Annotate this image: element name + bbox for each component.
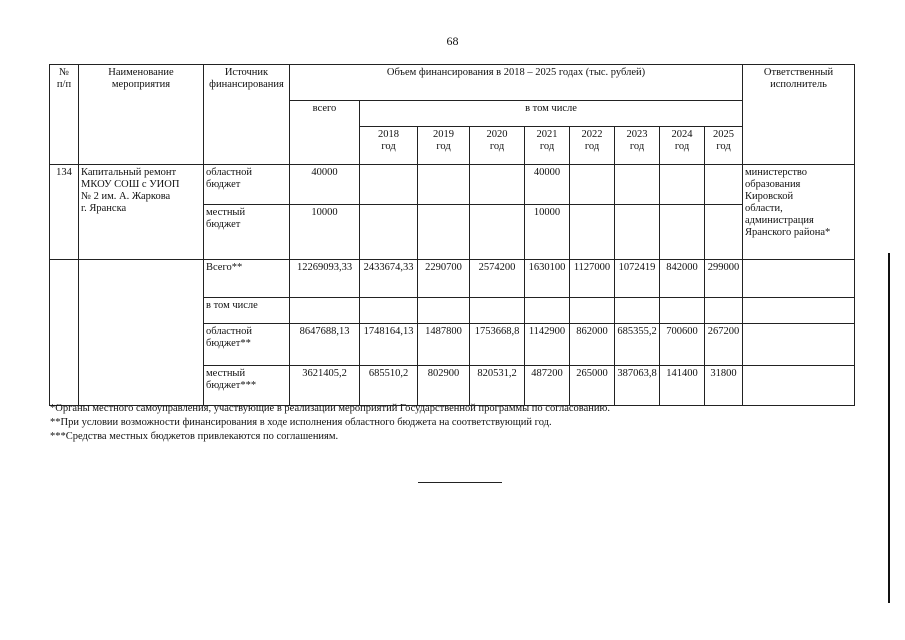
row-134-year-2 <box>418 165 470 205</box>
header-year-7: 2024 год <box>660 127 705 165</box>
scan-edge <box>888 253 890 603</box>
totals-year-3: 1753668,8 <box>470 324 525 366</box>
totals-year-3: 2574200 <box>470 260 525 298</box>
totals-year-7: 141400 <box>660 366 705 406</box>
header-year-8: 2025 год <box>705 127 743 165</box>
totals-responsible <box>743 298 855 324</box>
row-134-year-1 <box>360 165 418 205</box>
totals-source: местный бюджет*** <box>204 366 290 406</box>
row-134-responsible: министерство образования Кировской области, администрация Яранского района* <box>743 165 855 260</box>
totals-total: 8647688,13 <box>290 324 360 366</box>
row-134-year-4: 10000 <box>525 205 570 260</box>
totals-year-1: 685510,2 <box>360 366 418 406</box>
totals-total: 12269093,33 <box>290 260 360 298</box>
header-year-4: 2021 год <box>525 127 570 165</box>
totals-year-6: 387063,8 <box>615 366 660 406</box>
footnote-2: **При условии возможности финансирования в ходе исполнения областного бюджета на соответствующий год. <box>50 417 552 428</box>
row-134-year-6 <box>615 205 660 260</box>
totals-year-8: 267200 <box>705 324 743 366</box>
totals-num <box>50 260 79 406</box>
totals-year-3: 820531,2 <box>470 366 525 406</box>
totals-total: 3621405,2 <box>290 366 360 406</box>
financing-table <box>49 64 855 406</box>
row-134-year-3 <box>470 165 525 205</box>
totals-year-7: 700600 <box>660 324 705 366</box>
row-134-year-7 <box>660 165 705 205</box>
totals-year-2: 1487800 <box>418 324 470 366</box>
totals-total <box>290 298 360 324</box>
footnote-3: ***Средства местных бюджетов привлекаются по соглашениям. <box>50 431 339 442</box>
totals-year-4: 487200 <box>525 366 570 406</box>
row-134-name: Капитальный ремонт МКОУ СОШ с УИОП № 2 им. А. Жаркова г. Яранска <box>79 165 204 260</box>
row-134-year-4: 40000 <box>525 165 570 205</box>
footnote-1: *Органы местного самоуправления, участвующие в реализации мероприятий Государственной программы по согласованию. <box>50 403 610 414</box>
header-name: Наименование мероприятия <box>79 65 204 165</box>
header-source: Источник финансирования <box>204 65 290 165</box>
header-including: в том числе <box>360 101 743 127</box>
totals-year-4: 1630100 <box>525 260 570 298</box>
totals-responsible <box>743 324 855 366</box>
row-134-year-8 <box>705 165 743 205</box>
totals-responsible <box>743 366 855 406</box>
header-year-2: 2019 год <box>418 127 470 165</box>
row-134-total: 40000 <box>290 165 360 205</box>
row-134-year-5 <box>570 205 615 260</box>
header-year-5: 2022 год <box>570 127 615 165</box>
totals-responsible <box>743 260 855 298</box>
totals-year-5: 265000 <box>570 366 615 406</box>
page-number: 68 <box>446 34 459 48</box>
footnotes <box>50 402 610 444</box>
header-year-3: 2020 год <box>470 127 525 165</box>
totals-year-1 <box>360 298 418 324</box>
row-134-year-6 <box>615 165 660 205</box>
totals-name <box>79 260 204 406</box>
row-134-year-7 <box>660 205 705 260</box>
totals-year-6: 1072419 <box>615 260 660 298</box>
totals-year-1: 1748164,13 <box>360 324 418 366</box>
totals-year-2 <box>418 298 470 324</box>
totals-year-4 <box>525 298 570 324</box>
row-134-source: областной бюджет <box>204 165 290 205</box>
totals-year-8 <box>705 298 743 324</box>
totals-year-4: 1142900 <box>525 324 570 366</box>
totals-source: в том числе <box>204 298 290 324</box>
totals-year-8: 31800 <box>705 366 743 406</box>
row-134-num: 134 <box>50 165 79 260</box>
totals-year-7: 842000 <box>660 260 705 298</box>
header-year-1: 2018 год <box>360 127 418 165</box>
row-134-year-2 <box>418 205 470 260</box>
totals-year-6 <box>615 298 660 324</box>
row-134-year-3 <box>470 205 525 260</box>
totals-year-5 <box>570 298 615 324</box>
header-num: № п/п <box>50 65 79 165</box>
row-134-year-8 <box>705 205 743 260</box>
row-134-total: 10000 <box>290 205 360 260</box>
header-volume: Объем финансирования в 2018 – 2025 годах (тыс. рублей) <box>290 65 743 101</box>
totals-source: областной бюджет** <box>204 324 290 366</box>
totals-year-1: 2433674,33 <box>360 260 418 298</box>
totals-source: Всего** <box>204 260 290 298</box>
totals-year-2: 2290700 <box>418 260 470 298</box>
totals-year-6: 685355,2 <box>615 324 660 366</box>
totals-year-5: 1127000 <box>570 260 615 298</box>
header-total: всего <box>290 101 360 165</box>
totals-year-7 <box>660 298 705 324</box>
separator-line <box>418 482 502 483</box>
totals-year-2: 802900 <box>418 366 470 406</box>
totals-year-3 <box>470 298 525 324</box>
row-134-source: местный бюджет <box>204 205 290 260</box>
header-year-6: 2023 год <box>615 127 660 165</box>
totals-year-5: 862000 <box>570 324 615 366</box>
header-responsible: Ответственный исполнитель <box>743 65 855 165</box>
row-134-year-5 <box>570 165 615 205</box>
totals-year-8: 299000 <box>705 260 743 298</box>
row-134-year-1 <box>360 205 418 260</box>
